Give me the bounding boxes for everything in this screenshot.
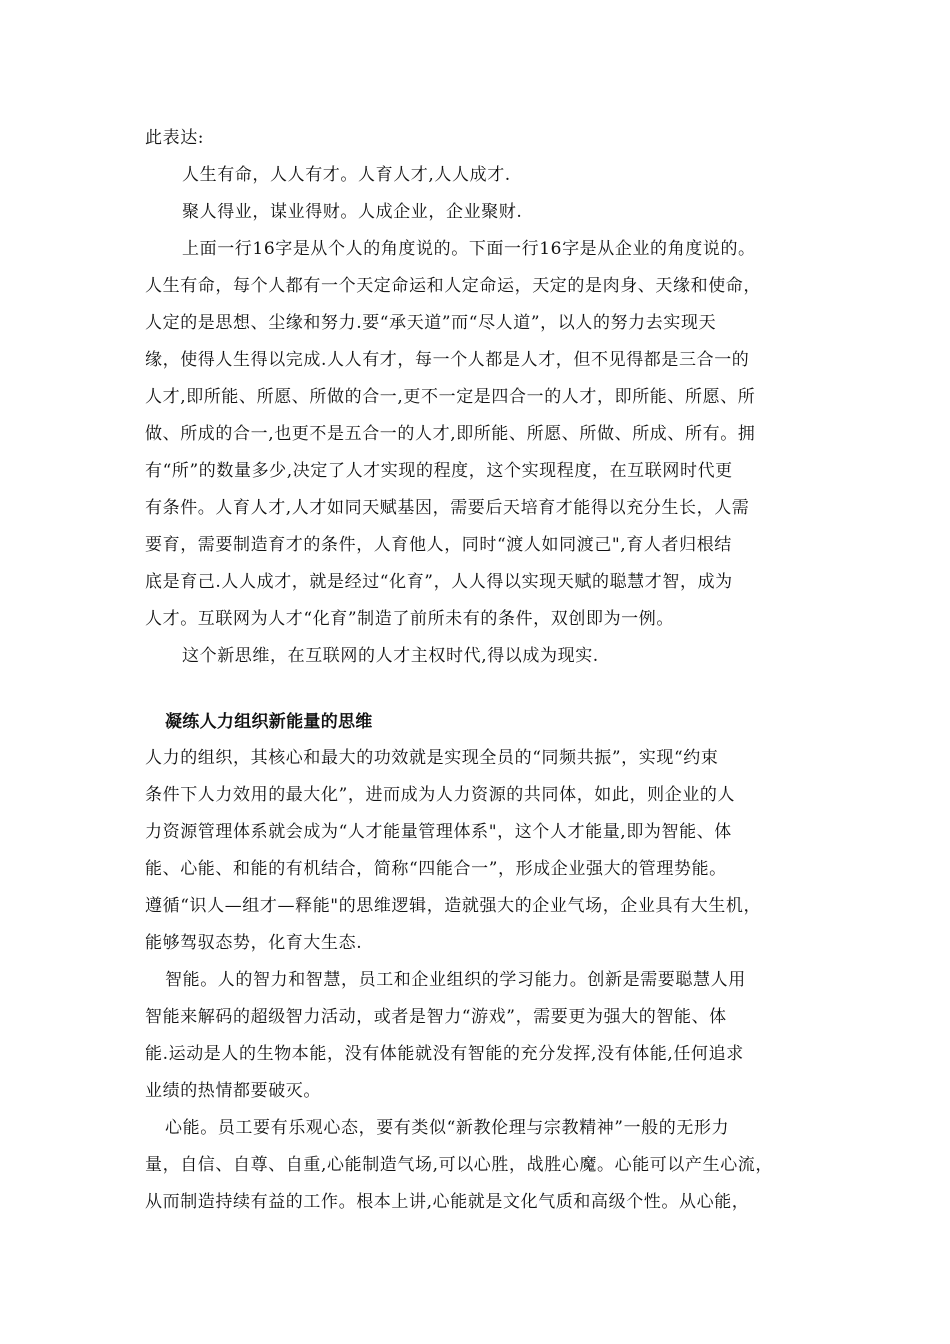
text-line: 要育，需要制造育才的条件，人育他人，同时“渡人如同渡己",育人者归根结 — [145, 535, 732, 555]
text-line: 能、心能、和能的有机结合，简称“四能合一”，形成企业强大的管理势能。 — [145, 859, 727, 879]
text-line: 缘，使得人生得以完成.人人有才，每一个人都是人才，但不见得都是三合一的 — [145, 350, 750, 370]
text-line: 人生有命，每个人都有一个天定命运和人定命运，天定的是肉身、天缘和使命， — [145, 276, 761, 296]
text-line: 从而制造持续有益的工作。根本上讲,心能就是文化气质和高级个性。从心能， — [145, 1192, 750, 1212]
text-line: 能.运动是人的生物本能，没有体能就没有智能的充分发挥,没有体能,任何追求 — [145, 1044, 744, 1064]
text-line: 智能。人的智力和智慧，员工和企业组织的学习能力。创新是需要聪慧人用 — [165, 970, 746, 990]
text-line: 遵循“识人—组才—释能"的思维逻辑，造就强大的企业气场，企业具有大生机， — [145, 896, 762, 916]
text-line: 业绩的热情都要破灭。 — [145, 1081, 321, 1101]
text-line: 有条件。人育人才,人才如同天赋基因，需要后天培育才能得以充分生长，人需 — [145, 498, 750, 518]
text-line: 做、所成的合一,也更不是五合一的人才,即所能、所愿、所做、所成、所有。拥 — [145, 424, 756, 444]
text-line: 人定的是思想、尘缘和努力.要“承天道”而“尽人道”，以人的努力去实现天 — [145, 313, 717, 333]
text-line: 心能。员工要有乐观心态，要有类似“新教伦理与宗教精神”一般的无形力 — [165, 1118, 730, 1138]
text-line: 此表达: — [145, 128, 205, 148]
text-line: 底是育己.人人成才，就是经过“化育”，人人得以实现天赋的聪慧才智，成为 — [145, 572, 733, 592]
text-line: 量，自信、自尊、自重,心能制造气场,可以心胜，战胜心魔。心能可以产生心流， — [145, 1155, 774, 1175]
text-line: 智能来解码的超级智力活动，或者是智力“游戏”，需要更为强大的智能、体 — [145, 1007, 727, 1027]
section-heading: 凝练人力组织新能量的思维 — [165, 712, 373, 732]
text-line: 能够驾驭态势，化育大生态. — [145, 933, 363, 953]
text-line: 人才。互联网为人才“化育”制造了前所未有的条件，双创即为一例。 — [145, 609, 674, 629]
text-line: 这个新思维，在互联网的人才主权时代,得以成为现实. — [182, 646, 599, 666]
text-line: 人生有命，人人有才。人育人才,人人成才. — [182, 165, 511, 185]
text-line: 上面一行16字是从个人的角度说的。下面一行16字是从企业的角度说的。 — [182, 239, 756, 259]
text-line: 有“所”的数量多少,决定了人才实现的程度，这个实现程度，在互联网时代更 — [145, 461, 733, 481]
text-line: 条件下人力效用的最大化”，进而成为人力资源的共同体，如此，则企业的人 — [145, 785, 736, 805]
text-line: 人力的组织，其核心和最大的功效就是实现全员的“同频共振”，实现“约束 — [145, 748, 719, 768]
text-line: 力资源管理体系就会成为“人才能量管理体系"，这个人才能量,即为智能、体 — [145, 822, 732, 842]
text-line: 人才,即所能、所愿、所做的合一,更不一定是四合一的人才，即所能、所愿、所 — [145, 387, 756, 407]
text-line: 聚人得业，谋业得财。人成企业，企业聚财. — [182, 202, 523, 222]
